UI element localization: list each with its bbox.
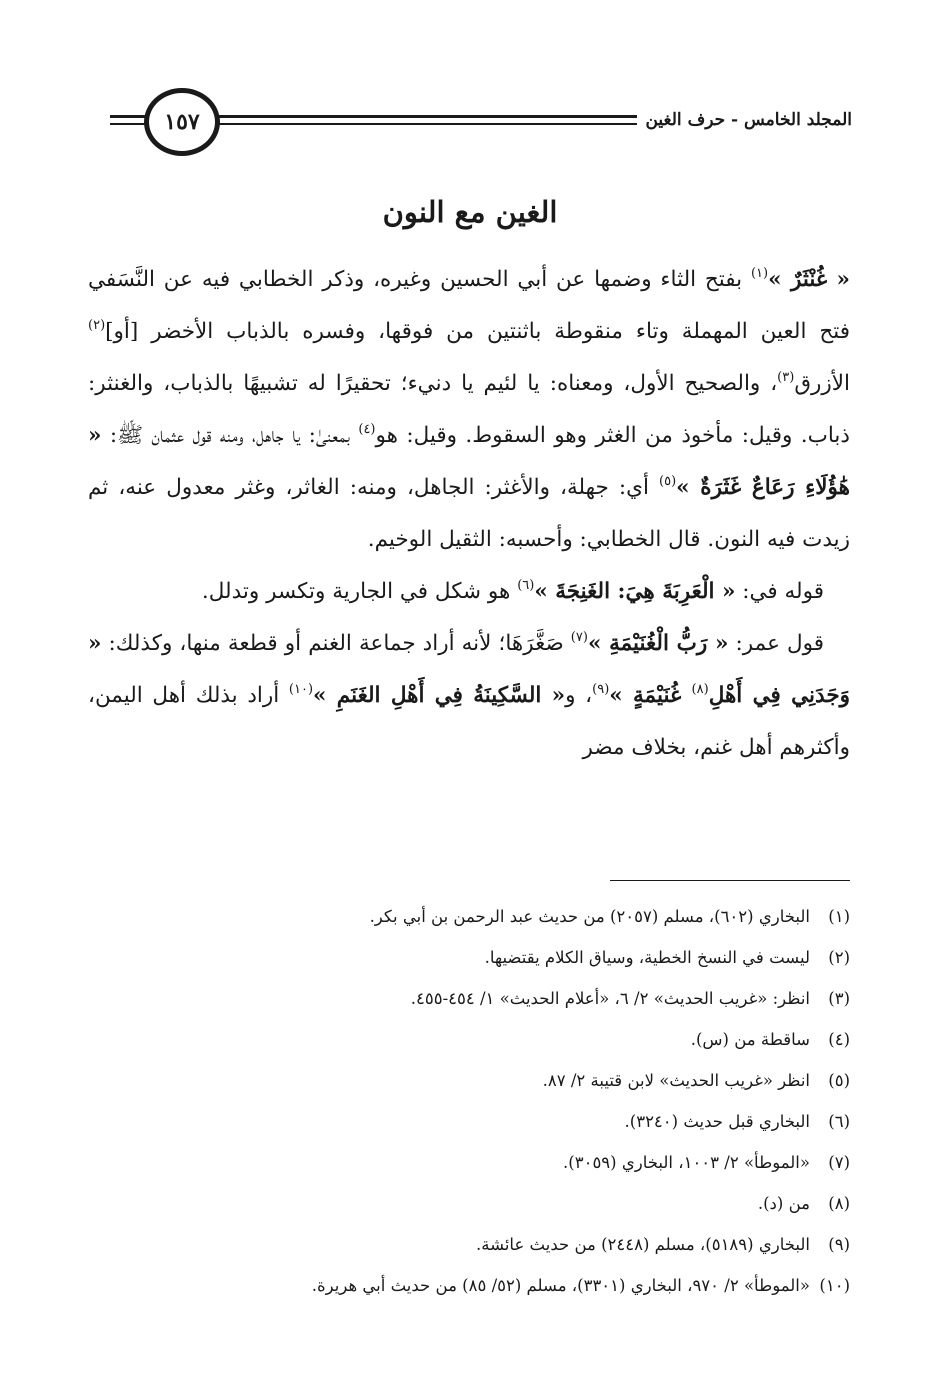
- footnote-number: (٢): [828, 948, 850, 967]
- footnote-number: (٥): [828, 1071, 850, 1090]
- footnote-ref: (٨): [691, 682, 709, 697]
- footnote-text: «الموطأ» ٢/ ٩٧٠، البخاري (٣٣٠١)، مسلم (٥٢/ ٨٥) من حديث أبي هريرة.: [311, 1276, 810, 1295]
- footnote-ref: (٣): [777, 370, 795, 385]
- running-header: [110, 88, 852, 154]
- footnote-number: (٤): [828, 1030, 850, 1049]
- text-run: هو شكل في الجارية وتكسر وتدلل.: [201, 579, 518, 604]
- text-run: الأزرق: [794, 371, 850, 396]
- text-run: ، و: [565, 683, 593, 708]
- footnote-ref: (١): [750, 266, 769, 281]
- text-run: بمعنىٰ: يا جاهل، ومنه قول عثمان ﷺ:: [101, 423, 359, 448]
- body-text: [88, 254, 850, 774]
- footnote-item: [90, 1224, 850, 1265]
- header-rule-top: [210, 115, 652, 118]
- hadith-quote: « هَٰؤُلَاءِ رَعَاعٌ غَثَرَةٌ »: [88, 423, 850, 500]
- footnote-separator: [610, 880, 850, 881]
- text-run: بفتح الثاء وضمها عن أبي الحسين وغيره، وذكر الخطابي فيه عن النَّسَفي فتح العين المهملة وتاء منقوطة باثنتين من فوقها، وفسره بالذباب الأخضر [أو]: [88, 267, 850, 344]
- footnote-number: (٩): [828, 1235, 850, 1254]
- hadith-quote: « وَجَدَنِي فِي أَهْلِ: [88, 631, 850, 708]
- footnote-ref: (١٠): [288, 682, 314, 697]
- footnote-item: [90, 896, 850, 937]
- hadith-quote: « الْعَرِبَةَ هِيَ: الغَنِجَةَ »: [534, 579, 736, 604]
- header-rule-bottom: [210, 123, 652, 125]
- hadith-quote: « رَبُّ الْغُنَيْمَةِ »: [587, 631, 729, 656]
- page-number-badge: [144, 88, 220, 156]
- footnote-item: [90, 1060, 850, 1101]
- footnote-number: (٦): [828, 1112, 850, 1131]
- paragraph-2: [88, 566, 850, 618]
- footnote-ref: (٩): [592, 682, 610, 697]
- footnote-item: [90, 1183, 850, 1224]
- footnote-ref: (٥): [659, 474, 677, 489]
- footnote-item: [90, 1101, 850, 1142]
- footnote-number: (١٠): [819, 1276, 850, 1295]
- text-run: ، والصحيح الأول، ومعناه: يا لئيم يا دنيء؛ تحقيرًا له تشبيهًا بالذباب، والغنثر: ذباب. وقيل: مأخوذ من الغثر وهو السقوط. وقيل: هو: [88, 371, 850, 448]
- footnotes: [90, 896, 850, 1306]
- text-run: صَغَّرَهَا؛ لأنه أراد جماعة الغنم أو قطعة منها، وكذلك:: [101, 631, 571, 656]
- text-run: أي: جهلة، والأغثر: الجاهل، ومنه: الغاثر، وغثر معدول عنه، ثم زيدت فيه النون. قال الخطابي: وأحسبه: الثقيل الوخيم.: [88, 475, 850, 552]
- footnote-text: من (د).: [757, 1194, 810, 1213]
- paragraph-1: [88, 254, 850, 566]
- footnote-number: (٧): [828, 1153, 850, 1172]
- footnote-item: [90, 1019, 850, 1060]
- section-heading: الغين مع النون: [382, 195, 558, 229]
- footnote-text: ساقطة من (س).: [690, 1030, 810, 1049]
- footnote-item: [90, 937, 850, 978]
- footnote-text: البخاري (٥١٨٩)، مسلم (٢٤٤٨) من حديث عائشة.: [476, 1235, 810, 1254]
- footnote-item: [90, 1142, 850, 1183]
- paragraph-3: [88, 618, 850, 774]
- hadith-quote: « السَّكِينَةُ فِي أَهْلِ الغَنَمِ »: [313, 683, 566, 708]
- footnote-ref: (٢): [88, 318, 106, 333]
- footnote-ref: (٦): [517, 578, 535, 593]
- footnote-number: (٨): [828, 1194, 850, 1213]
- footnote-text: البخاري (٦٠٢)، مسلم (٢٠٥٧) من حديث عبد الرحمن بن أبي بكر.: [369, 907, 810, 926]
- footnote-number: (٣): [828, 989, 850, 1008]
- header-title: المجلد الخامس - حرف الغين: [637, 108, 852, 132]
- footnote-number: (١): [828, 907, 850, 926]
- footnote-text: انظر «غريب الحديث» لابن قتيبة ٢/ ٨٧.: [542, 1071, 810, 1090]
- term: « غُنْثَرٌ »: [768, 267, 850, 292]
- footnote-text: البخاري قبل حديث (٣٢٤٠).: [624, 1112, 810, 1131]
- footnote-item: [90, 1265, 850, 1306]
- footnote-ref: (٤): [358, 422, 376, 437]
- footnote-item: [90, 978, 850, 1019]
- hadith-quote: غُنَيْمَةٍ »: [609, 683, 692, 708]
- footnote-text: «الموطأ» ٢/ ١٠٠٣، البخاري (٣٠٥٩).: [563, 1153, 810, 1172]
- text-run: قول عمر:: [728, 631, 824, 656]
- footnote-text: انظر: «غريب الحديث» ٢/ ٦، «أعلام الحديث» ١/ ٤٥٤-٤٥٥.: [410, 989, 810, 1008]
- footnote-text: ليست في النسخ الخطية، وسياق الكلام يقتضيها.: [484, 948, 810, 967]
- text-run: أراد بذلك أهل اليمن، وأكثرهم أهل غنم، بخلاف مضر: [88, 683, 850, 760]
- footnote-ref: (٧): [570, 630, 588, 645]
- text-run: قوله في:: [735, 579, 824, 604]
- page-number: ١٥٧: [164, 109, 200, 135]
